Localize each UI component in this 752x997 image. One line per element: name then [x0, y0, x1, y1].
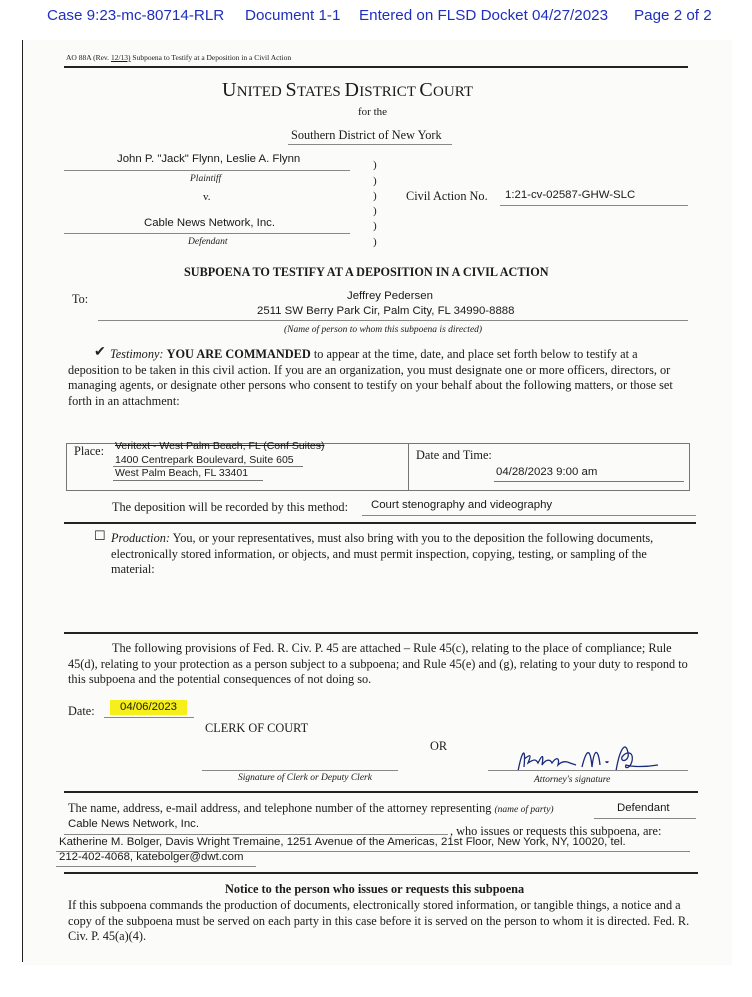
recipient-line [98, 320, 688, 321]
top-rule [64, 66, 688, 68]
section-rule-1 [64, 522, 696, 524]
docket-page-number: Page 2 of 2 [634, 7, 712, 24]
page-left-edge [22, 40, 23, 962]
plaintiff-label: Plaintiff [190, 174, 222, 184]
defendant-label: Defendant [188, 237, 228, 247]
district-underline [288, 144, 452, 145]
recording-label: The deposition will be recorded by this method: [112, 500, 348, 514]
recipient-caption: (Name of person to whom this subpoena is directed) [284, 325, 483, 335]
production-paragraph: Production: You, or your representatives, must also bring with you to the deposition the following documents, electronically stored information, or objects, and must permit inspection, copying, testing, or sampling of the material: [111, 531, 654, 577]
attorney-contact-line2: 212-402-4068, katebolger@dwt.com [59, 851, 244, 863]
party-underline [594, 818, 696, 819]
civil-action-number: 1:21-cv-02587-GHW-SLC [505, 189, 636, 201]
form-rev-date: 12/13) [110, 53, 131, 62]
defendant-line [64, 233, 350, 234]
place-line1-struck: Veritext - West Palm Beach, FL (Conf Suites) [115, 440, 325, 452]
testimony-paragraph: Testimony: YOU ARE COMMANDED to appear at the time, date, and place set forth below to testify at a deposition to be taken in this civil action. If you are an organization, you must designate one or more officers, directors, or managing agents, or designate other persons who consent to testify on your behalf about the following matters, or those set forth in an attachment: [68, 347, 673, 408]
provisions-paragraph: The following provisions of Fed. R. Civ. P. 45 are attached – Rule 45(c), relating to the place of compliance; Rule 45(d), relating to your protection as a person subject to a subpoena; and Rule 45(e) and (g), relating to your duty to respond to this subpoena and the potential consequences of not doing so. [68, 641, 688, 687]
paren-6: ) [373, 236, 377, 248]
court-district: Southern District of New York [291, 128, 442, 142]
recipient-address: 2511 SW Berry Park Cir, Palm City, FL 34990-8888 [257, 305, 515, 317]
section-rule-3 [64, 791, 698, 793]
form-id: AO 88A [66, 53, 92, 62]
clerk-sig-caption: Signature of Clerk or Deputy Clerk [238, 773, 372, 783]
issues-text: , who issues or requests this subpoena, are: [450, 824, 662, 838]
form-id-line [66, 53, 291, 62]
recording-method: Court stenography and videography [371, 499, 553, 511]
form-title: Subpoena to Testify at a Deposition in a Civil Action [132, 53, 292, 62]
date-time-underline [494, 481, 684, 482]
clerk-sig-line [202, 770, 398, 771]
attorney-intro: The name, address, e-mail address, and telephone number of the attorney representing (name of party) [68, 801, 554, 815]
attorney-party: Defendant [617, 802, 670, 814]
notice-title: Notice to the person who issues or requests this subpoena [225, 882, 525, 896]
court-title: UNITED STATES DISTRICT COURT [222, 79, 473, 101]
date-label: Date: [68, 704, 95, 718]
civil-action-line [500, 205, 688, 206]
to-label: To: [72, 292, 89, 306]
production-checkbox-icon: ☐ [94, 528, 106, 543]
for-the: for the [358, 106, 388, 118]
versus: v. [203, 191, 211, 203]
testimony-check-icon: ✔ [94, 345, 106, 360]
paren-5: ) [373, 220, 377, 232]
docket-entered-date: Entered on FLSD Docket 04/27/2023 [359, 7, 609, 24]
paren-1: ) [373, 159, 377, 171]
civil-action-label: Civil Action No. [406, 189, 488, 203]
notice-paragraph: If this subpoena commands the production of documents, electronically stored information, or tangible things, a notice and a copy of the subpoena must be served on each party in this case before it is served on the person to whom it is directed. Fed. R. Civ. P. 45(a)(4). [68, 898, 690, 944]
docket-document-number: Document 1-1 [245, 7, 341, 24]
or-label: OR [430, 739, 448, 753]
contact-underline-2 [56, 866, 256, 867]
recipient-name: Jeffrey Pedersen [347, 290, 433, 302]
recording-underline [362, 515, 696, 516]
paren-2: ) [373, 175, 377, 187]
place-underline-2 [113, 480, 263, 481]
defendant-name: Cable News Network, Inc. [144, 217, 276, 229]
place-label: Place: [74, 444, 105, 458]
place-line3: West Palm Beach, FL 33401 [115, 467, 249, 479]
subpoena-title: SUBPOENA TO TESTIFY AT A DEPOSITION IN A CIVIL ACTION [184, 265, 549, 279]
plaintiff-names: John P. "Jack" Flynn, Leslie A. Flynn [117, 153, 301, 165]
date-time-label: Date and Time: [416, 448, 492, 462]
clerk-of-court: CLERK OF COURT [205, 721, 309, 735]
issue-date: 04/06/2023 [110, 700, 187, 715]
attorney-party-line2: Cable News Network, Inc. [68, 818, 200, 830]
attorney-signature [512, 737, 662, 777]
place-underline-1 [113, 466, 303, 467]
attorney-sig-caption: Attorney's signature [534, 775, 611, 785]
plaintiff-line [64, 170, 350, 171]
section-rule-2 [64, 632, 698, 634]
paren-3: ) [373, 190, 377, 202]
date-underline [104, 717, 194, 718]
party-line2-underline [64, 834, 448, 835]
date-time-value: 04/28/2023 9:00 am [496, 466, 598, 478]
attorney-contact-line1: Katherine M. Bolger, Davis Wright Tremaine, 1251 Avenue of the Americas, 21st Floor, New York, NY, 10020, tel. [59, 836, 626, 848]
paren-4: ) [373, 205, 377, 217]
signature-scribble-icon [512, 737, 662, 777]
form-rev-label: (Rev. [93, 53, 110, 62]
section-rule-4 [64, 872, 698, 874]
docket-case-number: Case 9:23-mc-80714-RLR [47, 7, 225, 24]
place-box-divider [408, 443, 409, 490]
attorney-sig-line [488, 770, 688, 771]
place-line2: 1400 Centrepark Boulevard, Suite 605 [115, 454, 294, 466]
